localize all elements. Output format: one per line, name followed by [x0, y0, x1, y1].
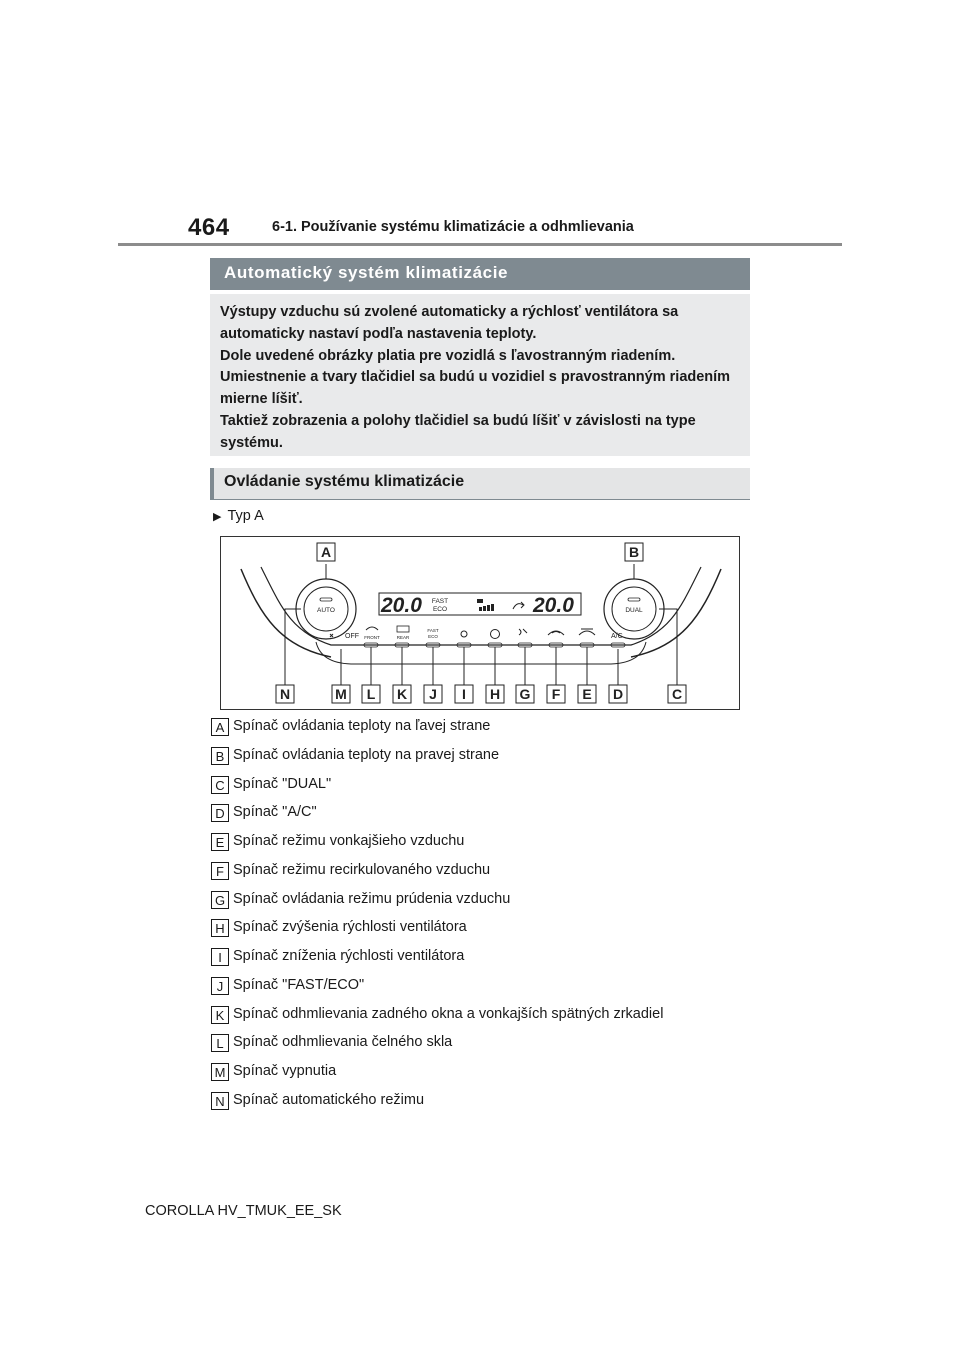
subheading-text: Ovládanie systému klimatizácie	[224, 473, 465, 490]
section-heading: 6-1. Používanie systému klimatizácie a odhmlievania	[272, 219, 634, 235]
legend-letter: F	[211, 862, 229, 880]
legend-letter: G	[211, 891, 229, 909]
callout-letter-f: F	[551, 686, 561, 702]
button-off-label: OFF	[345, 633, 359, 640]
left-knob-indicator	[320, 598, 332, 601]
legend-text: Spínač ovládania teploty na pravej strane	[233, 746, 500, 763]
intro-paragraph: Taktiež zobrazenia a polohy tlačidiel sa budú líšiť v závislosti na type systému.	[220, 412, 696, 451]
header-rule	[118, 243, 842, 246]
rear-defrost-icon	[397, 626, 409, 632]
intro-paragraph: Výstupy vzduchu sú zvolené automaticky a rýchlosť ventilátora sa automaticky nastaví podľa nastavenia teploty.	[220, 304, 679, 342]
fan-off-icon	[330, 634, 333, 637]
footer-model-code: COROLLA HV_TMUK_EE_SK	[145, 1203, 342, 1219]
callout-letter-h: H	[489, 686, 501, 702]
legend-letter: D	[211, 804, 229, 822]
legend-text: Spínač odhmlievania čelného skla	[233, 1034, 453, 1051]
outside-air-icon	[579, 629, 595, 635]
climate-panel-illustration	[221, 537, 741, 711]
legend-text: Spínač režimu vonkajšieho vzduchu	[233, 833, 465, 849]
subheading	[210, 468, 750, 499]
callout-letter-l: L	[366, 686, 376, 702]
legend-letter: I	[211, 948, 229, 966]
legend-text: Spínač vypnutia	[233, 1063, 337, 1079]
legend-text: Spínač ovládania teploty na ľavej strane	[233, 718, 491, 734]
display-fast: FAST	[431, 598, 449, 605]
legend-letter: C	[211, 776, 229, 794]
intro-text	[220, 302, 748, 455]
type-label-text: Typ A	[227, 508, 264, 524]
callout-letter-k: K	[396, 686, 408, 702]
callout-letter-b: B	[628, 544, 640, 560]
callout-labels	[276, 543, 686, 703]
legend-letter: N	[211, 1092, 229, 1110]
callout-letter-g: G	[519, 686, 531, 702]
callout-letter-a: A	[320, 544, 332, 560]
legend-text: Spínač ovládania režimu prúdenia vzduchu	[233, 890, 511, 907]
button-ac-label: A/C	[611, 633, 623, 640]
display-right-temp: 20.0	[533, 594, 574, 617]
legend-letter: J	[211, 977, 229, 995]
callout-letter-d: D	[612, 686, 624, 702]
legend-text: Spínač "DUAL"	[233, 775, 332, 792]
button-fast-label: FAST	[427, 628, 439, 633]
callout-letter-m: M	[335, 686, 347, 702]
button-rear-label: REAR	[396, 635, 410, 640]
title-bar-text: Automatický systém klimatizácie	[224, 263, 509, 282]
recirc-icon	[548, 631, 564, 635]
callout-letter-j: J	[429, 686, 437, 702]
knob-auto-label: AUTO	[317, 607, 335, 614]
knob-dual-label: DUAL	[625, 607, 643, 614]
legend-letter: E	[211, 833, 229, 851]
callout-letter-c: C	[671, 686, 683, 702]
legend-text: Spínač automatického režimu	[233, 1091, 425, 1108]
display-eco: ECO	[432, 606, 448, 613]
legend-text: Spínač "A/C"	[233, 804, 317, 821]
title-bar	[210, 258, 750, 290]
intro-paragraph: Dole uvedené obrázky platia pre vozidlá s ľavostranným riadením. Umiestnenie a tvary tlačidiel sa budú u vozidiel s pravostranným riadením mierne líšiť.	[220, 347, 731, 408]
fan-high-icon	[491, 630, 500, 639]
legend-letter: B	[211, 747, 229, 765]
fan-bars-icon	[477, 599, 494, 611]
airflow-mode-button-icon	[519, 629, 527, 635]
page-number: 464	[188, 214, 230, 241]
legend-letter: A	[211, 718, 229, 736]
legend-text: Spínač zníženia rýchlosti ventilátora	[233, 948, 465, 964]
button-eco-label: ECO	[428, 634, 438, 639]
legend-letter: M	[211, 1063, 229, 1081]
legend-text: Spínač režimu recirkulovaného vzduchu	[233, 861, 491, 878]
callout-letter-i: I	[462, 686, 466, 702]
legend-text: Spínač "FAST/ECO"	[233, 976, 365, 993]
legend-text: Spínač odhmlievania zadného okna a vonkajších spätných zrkadiel	[233, 1005, 664, 1022]
legend-letter: K	[211, 1006, 229, 1024]
legend-letter: H	[211, 919, 229, 937]
callout-letter-e: E	[582, 686, 592, 702]
front-defrost-icon	[366, 627, 378, 630]
type-label	[213, 508, 264, 524]
climate-panel-figure	[220, 536, 740, 710]
intro-box	[210, 294, 750, 456]
display-left-temp: 20.0	[381, 594, 422, 617]
fan-low-icon	[461, 631, 467, 637]
airflow-mode-icon	[513, 602, 524, 609]
right-knob-indicator	[628, 598, 640, 601]
callout-letter-n: N	[279, 686, 291, 702]
button-front-label: FRONT	[364, 635, 380, 640]
triangle-bullet-icon: ▶	[213, 511, 222, 523]
subheading-rule	[210, 499, 750, 500]
legend-letter: L	[211, 1034, 229, 1052]
legend-text: Spínač zvýšenia rýchlosti ventilátora	[233, 919, 467, 936]
